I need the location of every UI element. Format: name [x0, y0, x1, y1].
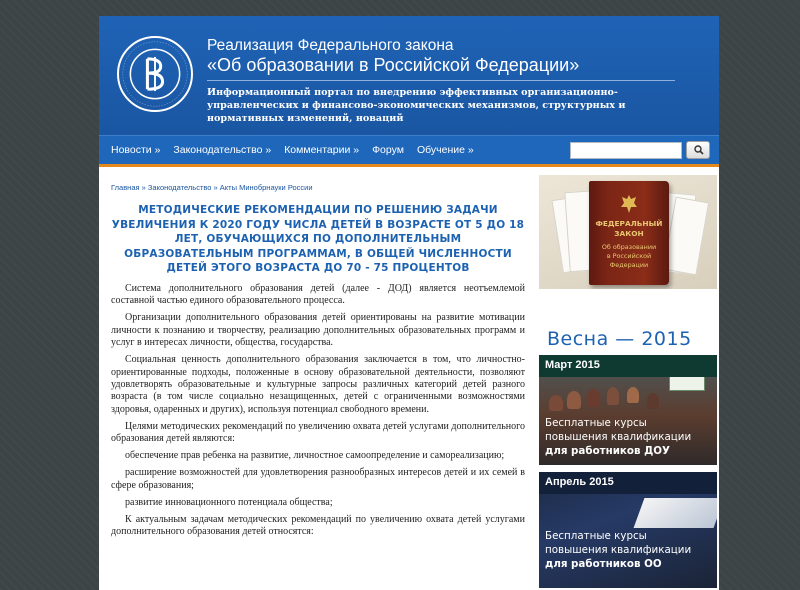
promo-tag: Апрель 2015 [539, 472, 717, 494]
book-title-line4: в Российской [606, 252, 652, 260]
promo-march[interactable] [539, 355, 717, 465]
site-title-line2: «Об образовании в Российской Федерации» [207, 55, 580, 75]
promo-line2: повышения квалификации [545, 544, 692, 556]
site-title-line1: Реализация Федерального закона [207, 37, 454, 54]
audience-figure [607, 387, 619, 405]
audience-figure [549, 395, 563, 411]
audience-figure [627, 387, 639, 403]
audience-figure [587, 389, 600, 407]
article-paragraph: Организации дополнительного образования детей ориентированы на развитие мотивации личности к познанию и творчеству, реализацию дополнительных образовательных программ и услуг в интересах личности, общества, государства. [111, 312, 525, 349]
search-input[interactable] [570, 142, 682, 159]
promo-line3: для работников ОО [545, 558, 662, 570]
book-title-line2: ЗАКОН [614, 229, 644, 238]
main-content [99, 170, 537, 590]
nav-item-legislation[interactable]: Законодательство » [173, 144, 272, 156]
nav-item-education[interactable]: Обучение » [416, 144, 474, 156]
article-paragraph: обеспечение прав ребенка на развитие, личностное самоопределение и самореализацию; [125, 450, 505, 462]
breadcrumb[interactable]: Главная » Законодательство » Акты Минобрнауки России [111, 183, 313, 192]
law-book [589, 181, 669, 285]
promo-tag: Март 2015 [539, 355, 717, 377]
audience-figure [567, 391, 581, 409]
audience-figure [647, 393, 659, 409]
promo-line1: Бесплатные курсы [545, 530, 647, 542]
search-button[interactable] [686, 141, 710, 159]
logo-ring-icon [119, 38, 191, 110]
nav-item-comments[interactable]: Комментарии » [284, 144, 360, 156]
header-divider [207, 80, 675, 81]
book-title-line3: Об образовании [601, 243, 657, 251]
site-header [99, 16, 719, 135]
article-paragraph: К актуальным задачам методических рекомендаций по увеличению охвата детей услугами дополнительного образования детей относятся: [111, 513, 525, 538]
promo-line3: для работников ДОУ [545, 445, 670, 457]
sidebar [537, 170, 719, 590]
nav-item-news[interactable]: Новости » [111, 144, 161, 156]
article-body [111, 283, 525, 543]
article-paragraph: расширение возможностей для удовлетворения разнообразных интересов детей и их семей в сфере образования; [111, 467, 525, 491]
hse-logo[interactable] [117, 36, 193, 112]
main-nav [99, 135, 719, 167]
site-subtitle: Информационный портал по внедрению эффективных организационно-управленческих и финансово-экономических механизмов, структурных и нормативных изменений, новаций [207, 87, 626, 124]
article-title: МЕТОДИЧЕСКИЕ РЕКОМЕНДАЦИИ ПО РЕШЕНИЮ ЗАДАЧИ УВЕЛИЧЕНИЯ К 2020 ГОДУ ЧИСЛА ДЕТЕЙ В ВОЗРАСТЕ ОТ 5 ДО 18 ЛЕТ, ОБУЧАЮЩИХСЯ ПО ДОПОЛНИТЕЛЬНЫМ ОБРАЗОВАТЕЛЬНЫМ ПРОГРАММАМ, В ОБЩЕЙ ЧИСЛЕННОСТИ ДЕТЕЙ ЭТОГО ВОЗРАСТА ДО 70 - 75 ПРОЦЕНТОВ [111, 204, 525, 275]
article-paragraph: Система дополнительного образования детей (далее - ДОД) является неотъемлемой составной частью единого образовательного процесса. [111, 283, 525, 307]
nav-item-forum[interactable]: Форум [372, 144, 404, 156]
law-book-banner[interactable] [539, 175, 717, 289]
season-heading: Весна — 2015 [547, 328, 692, 350]
promo-april[interactable] [539, 472, 717, 588]
article-paragraph: развитие инновационного потенциала общества; [125, 496, 333, 508]
article-paragraph: Социальная ценность дополнительного образования заключается в том, что личностно-ориентированные подходы, положенные в основу образовательной деятельности, позволяют удовлетворять образовательные и культурные запросы различных категорий детей разного возраста (в том числе социально незащищенных, детей с ограниченными возможностями здоровья, одаренных и других), используя потенциал свободного времени. [111, 354, 525, 415]
promo-line2: повышения квалификации [545, 431, 692, 443]
book-title-line1: ФЕДЕРАЛЬНЫЙ [595, 219, 663, 228]
promo-line1: Бесплатные курсы [545, 417, 647, 429]
book-title-line5: Федерации [609, 261, 649, 269]
page [99, 16, 719, 590]
article-paragraph: Целями методических рекомендаций по увеличению охвата детей услугами дополнительного образования детей являются: [111, 420, 525, 445]
search-icon [694, 145, 704, 155]
eagle-emblem-icon [619, 193, 639, 215]
keyboard-graphic [634, 498, 717, 528]
